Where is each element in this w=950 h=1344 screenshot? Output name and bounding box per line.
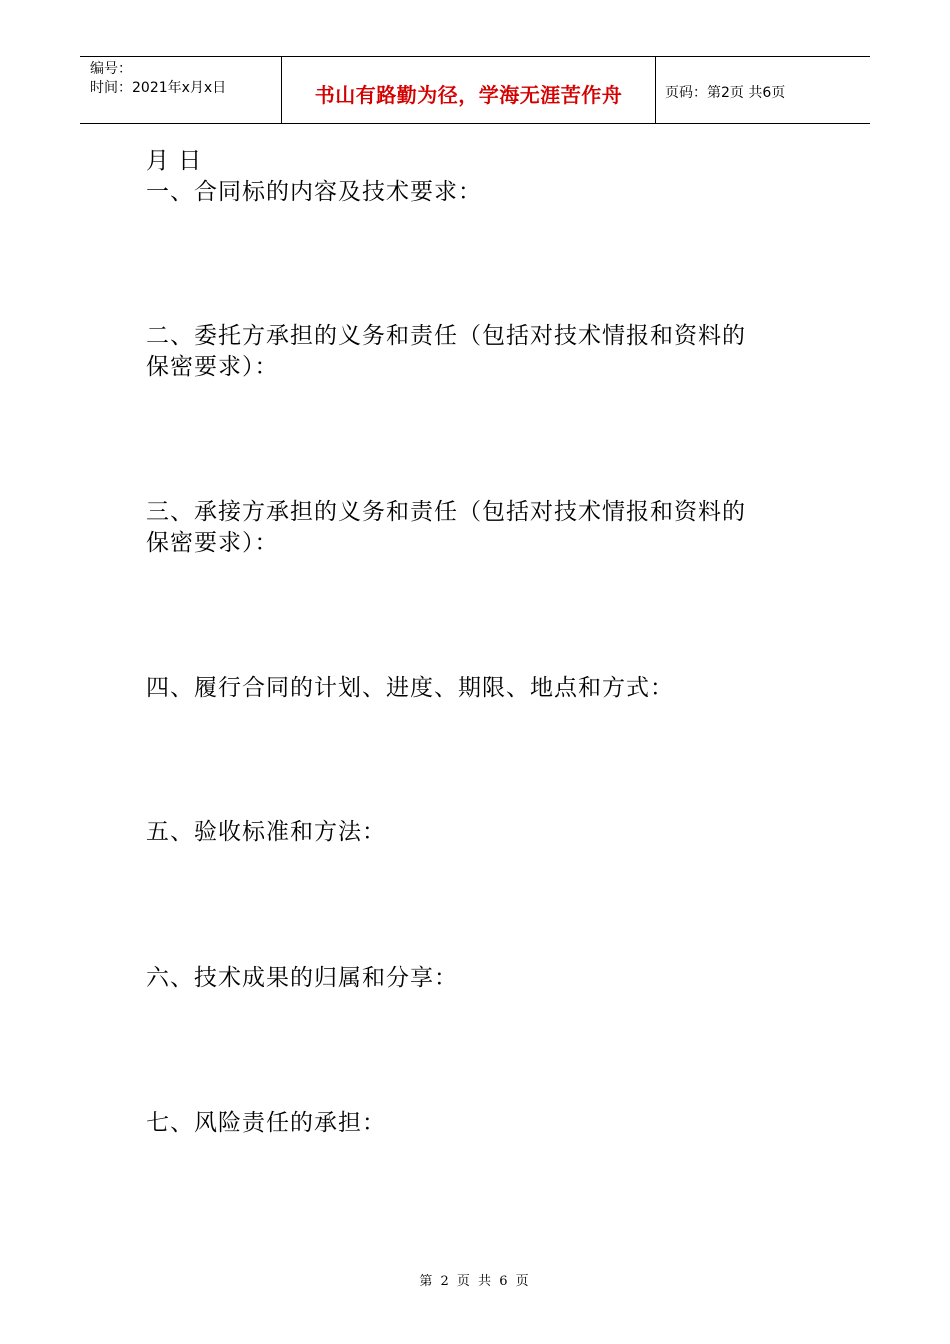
page-footer: 第 2 页 共 6 页 bbox=[419, 1274, 531, 1289]
section-2-heading-continued: 保密要求）： bbox=[146, 354, 279, 380]
document-number-label: 编号： bbox=[90, 61, 132, 77]
section-3-heading: 三、承接方承担的义务和责任（包括对技术情报和资料的 bbox=[146, 499, 746, 525]
section-4-heading: 四、履行合同的计划、进度、期限、地点和方式： bbox=[146, 675, 674, 701]
header-meta bbox=[90, 60, 226, 98]
page-header bbox=[80, 56, 870, 124]
date-line: 月 日 bbox=[146, 148, 203, 174]
header-divider bbox=[655, 57, 656, 124]
document-time-label: 时间：2021年x月x日 bbox=[90, 80, 227, 96]
section-5-heading: 五、验收标准和方法： bbox=[146, 819, 386, 845]
header-page-info: 页码：第2页 共6页 bbox=[665, 85, 786, 101]
section-7-heading: 七、风险责任的承担： bbox=[146, 1110, 386, 1136]
section-3-heading-continued: 保密要求）： bbox=[146, 530, 279, 556]
section-6-heading: 六、技术成果的归属和分享： bbox=[146, 965, 458, 991]
section-2-heading: 二、委托方承担的义务和责任（包括对技术情报和资料的 bbox=[146, 323, 746, 349]
section-1-heading: 一、合同标的内容及技术要求： bbox=[146, 179, 482, 205]
header-motto: 书山有路勤为径，学海无涯苦作舟 bbox=[314, 83, 623, 107]
